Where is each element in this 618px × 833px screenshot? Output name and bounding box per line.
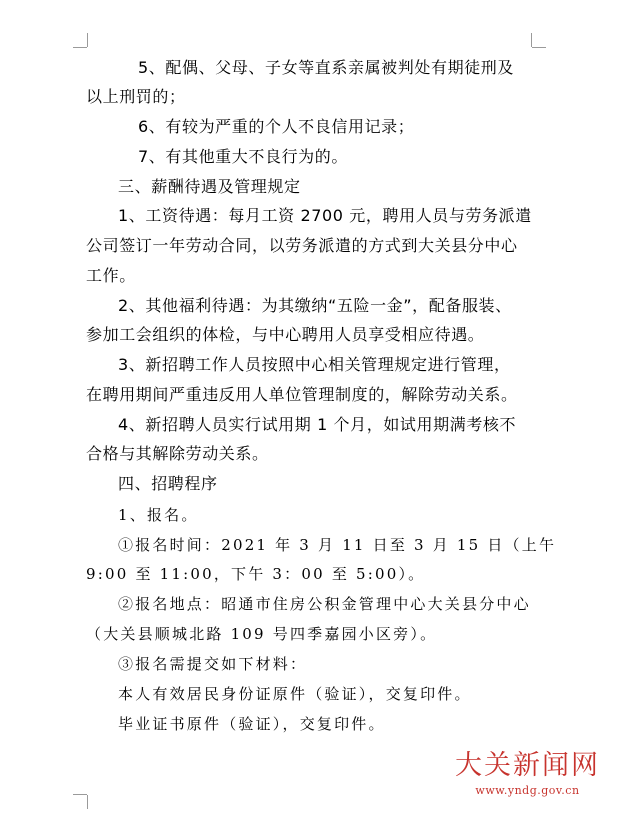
text-line: 本人有效居民身份证原件（验证），交复印件。 (118, 685, 472, 703)
text-line: ①报名时间：2021 年 3 月 11 日至 3 月 15 日（上午 (118, 536, 557, 554)
text-line: 合格与其解除劳动关系。 (86, 444, 269, 463)
text-line: 9:00 至 11:00，下午 3：00 至 5:00）。 (86, 565, 426, 583)
watermark-title: 大关新闻网 (455, 750, 600, 781)
section-heading: 三、薪酬待遇及管理规定 (118, 177, 301, 196)
text-line: 毕业证书原件（验证），交复印件。 (118, 715, 386, 733)
text-line: 1、工资待遇：每月工资 2700 元，聘用人员与劳务派遣 (118, 206, 532, 225)
site-watermark (455, 750, 600, 797)
text-line: 工作。 (86, 266, 136, 285)
crop-mark-top-left-h (73, 47, 87, 48)
text-line: 1、报名。 (118, 506, 199, 524)
text-line: 5、配偶、父母、子女等直系亲属被判处有期徒刑及 (138, 58, 514, 77)
text-line: 在聘用期间严重违反用人单位管理制度的，解除劳动关系。 (86, 385, 518, 404)
text-line: 6、有较为严重的个人不良信用记录； (138, 117, 415, 136)
text-line: 以上刑罚的； (86, 87, 186, 106)
crop-mark-top-left-v (87, 33, 88, 47)
text-line: 4、新招聘人员实行试用期 1 个月，如试用期满考核不 (118, 415, 517, 434)
text-line: 参加工会组织的体检，与中心聘用人员享受相应待遇。 (86, 325, 485, 344)
crop-mark-bottom-left-v (87, 795, 88, 809)
crop-mark-top-right-v (531, 33, 532, 47)
crop-mark-top-right-h (532, 47, 546, 48)
section-heading: 四、招聘程序 (118, 474, 218, 493)
watermark-url: www.yndg.gov.cn (475, 784, 580, 797)
text-line: 3、新招聘工作人员按照中心相关管理规定进行管理， (118, 355, 511, 374)
text-line: ②报名地点：昭通市住房公积金管理中心大关县分中心 (118, 595, 531, 613)
crop-mark-bottom-left-h (73, 794, 87, 795)
text-line: （大关县顺城北路 109 号四季嘉园小区旁）。 (86, 625, 438, 643)
text-line: 7、有其他重大不良行为的。 (138, 147, 348, 166)
text-line: ③报名需提交如下材料： (118, 655, 308, 673)
text-line: 2、其他福利待遇：为其缴纳“五险一金”，配备服装、 (118, 296, 512, 315)
text-line: 公司签订一年劳动合同，以劳务派遣的方式到大关县分中心 (86, 236, 518, 255)
